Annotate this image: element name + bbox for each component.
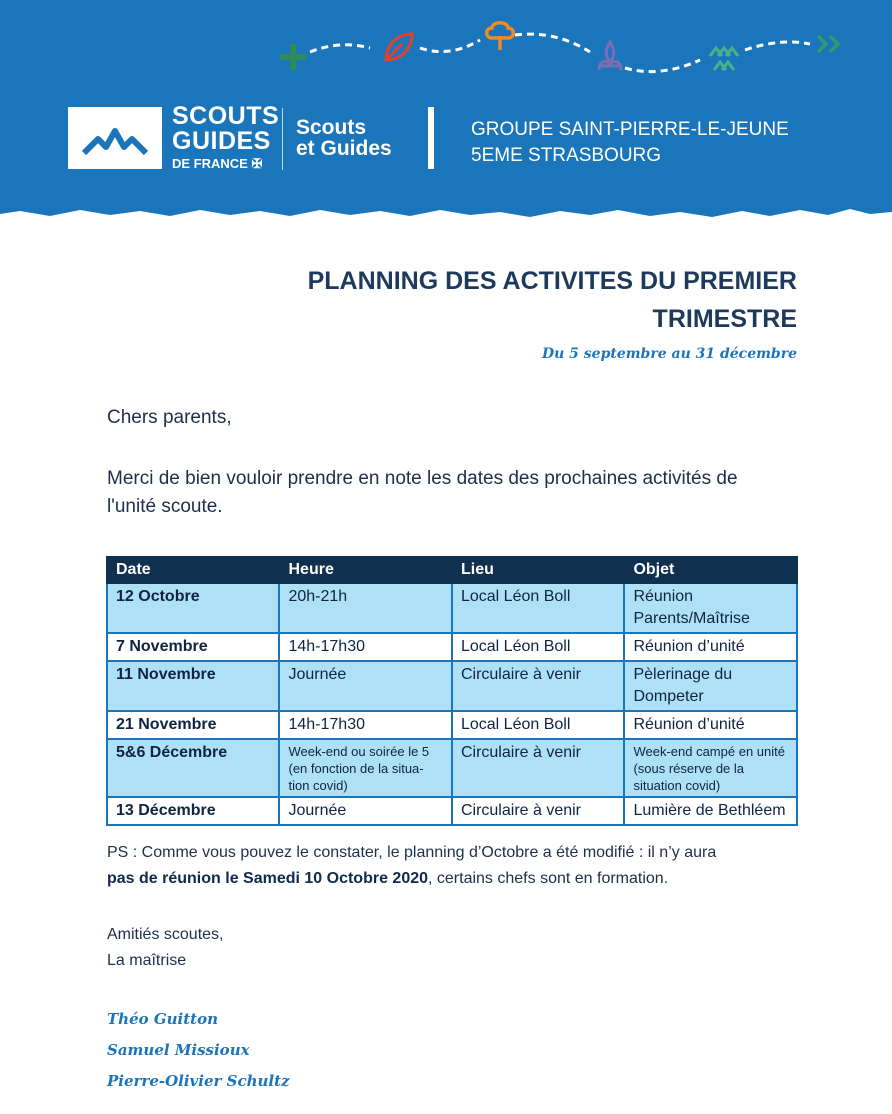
signature-name: Théo Guitton: [107, 1010, 219, 1028]
signature-name: Samuel Missioux: [107, 1041, 250, 1059]
cell-subject: Pèlerinage du Dompeter: [624, 661, 797, 711]
page-title: PLANNING DES ACTIVITES DU PREMIER TRIMESTRE: [307, 267, 797, 333]
cell-time: Journée: [279, 797, 451, 825]
red-leaf-icon: [380, 30, 416, 66]
secondary-logo-line1: Scouts: [296, 116, 367, 139]
ps-bold-notice: pas de réunion le Samedi 10 Octobre 2020: [107, 870, 429, 887]
table-row: [107, 661, 797, 711]
cell-subject: Lumière de Bethléem: [624, 797, 797, 825]
logo-line3: DE FRANCE ✠: [172, 156, 263, 171]
logo-line1: SCOUTS: [172, 102, 280, 130]
cell-subject: Réunion Parents/Maîtrise: [624, 583, 797, 633]
table-row: [107, 797, 797, 825]
date-range-subtitle: Du 5 septembre au 31 décembre: [541, 346, 797, 362]
ps-text-after: , certains chefs sont en formation.: [428, 870, 669, 887]
group-line1: GROUPE SAINT-PIERRE-LE-JEUNE: [471, 119, 789, 140]
cell-date: 13 Décembre: [107, 797, 279, 825]
signatures: [107, 1004, 290, 1097]
cell-date: 7 Novembre: [107, 633, 279, 661]
table-row: [107, 739, 797, 797]
header-banner: [0, 0, 892, 235]
logo-mountains-icon: [68, 107, 162, 169]
cell-time: 20h-21h: [279, 583, 451, 633]
ps-text-before: PS : Comme vous pouvez le constater, le planning d’Octobre a été modifié : il n’y aura: [107, 844, 717, 861]
header-place: Lieu: [452, 557, 624, 583]
cell-date: 12 Octobre: [107, 583, 279, 633]
activities-table: [106, 556, 798, 826]
group-name: [471, 117, 789, 169]
orange-tree-icon: [483, 18, 517, 52]
secondary-logo: [296, 117, 392, 159]
logo-wordmark: [172, 104, 279, 154]
cell-place: Circulaire à venir: [452, 661, 624, 711]
cell-date: 21 Novembre: [107, 711, 279, 739]
table-header-row: [107, 557, 797, 583]
cell-place: Local Léon Boll: [452, 633, 624, 661]
closing-line1: Amitiés scoutes,: [107, 926, 224, 943]
cell-place: Circulaire à venir: [452, 739, 624, 797]
cell-time: 14h-17h30: [279, 711, 451, 739]
group-line2: 5EME STRASBOURG: [471, 145, 662, 166]
table-row: [107, 633, 797, 661]
closing-line2: La maîtrise: [107, 952, 187, 969]
logo-line2: GUIDES: [172, 127, 271, 155]
cell-place: Local Léon Boll: [452, 583, 624, 633]
logo-divider: [282, 108, 283, 170]
cell-place: Circulaire à venir: [452, 797, 624, 825]
signature-name: Pierre-Olivier Schultz: [107, 1072, 290, 1090]
header-date: Date: [107, 557, 279, 583]
cell-time: Week-end ou soirée le 5 (en fonction de la situa-tion covid): [279, 739, 451, 797]
table-row: [107, 583, 797, 633]
green-triangles-icon: [708, 44, 740, 74]
closing: [107, 922, 223, 974]
cell-time: 14h-17h30: [279, 633, 451, 661]
cell-subject: Week-end campé en unité (sous réserve de la situation covid): [624, 739, 797, 797]
postscript: [107, 840, 807, 892]
secondary-logo-line2: et Guides: [296, 137, 392, 160]
cell-place: Local Léon Boll: [452, 711, 624, 739]
cell-subject: Réunion d’unité: [624, 711, 797, 739]
cell-time: Journée: [279, 661, 451, 711]
group-divider: [428, 107, 434, 169]
cell-date: 11 Novembre: [107, 661, 279, 711]
green-chevrons-icon: [816, 34, 846, 54]
green-cross-icon: [278, 42, 308, 72]
header-subject: Objet: [624, 557, 797, 583]
greeting: Chers parents,: [107, 407, 232, 428]
purple-fleur-de-lis-icon: [595, 40, 625, 74]
header-time: Heure: [279, 557, 451, 583]
cell-subject: Réunion d’unité: [624, 633, 797, 661]
table-row: [107, 711, 797, 739]
intro-paragraph: Merci de bien vouloir prendre en note les dates des prochaines activités de l'unité scoute.: [107, 468, 738, 517]
logo-mark: [68, 107, 162, 169]
cell-date: 5&6 Décembre: [107, 739, 279, 797]
